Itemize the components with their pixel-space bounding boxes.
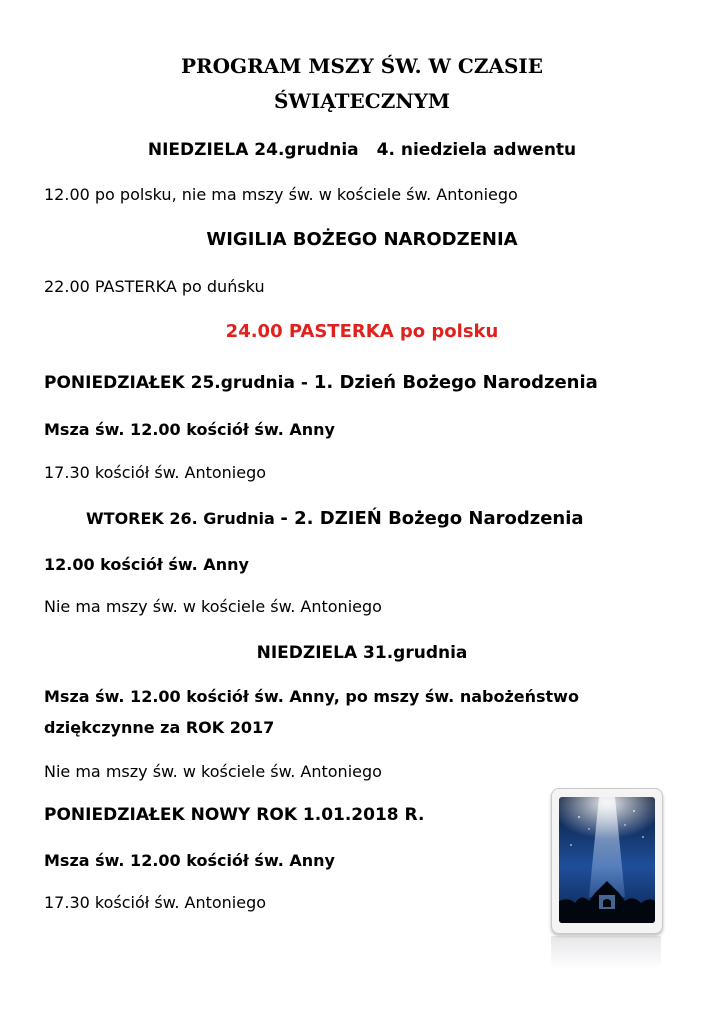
text-monday-25-antoni: 17.30 kościół św. Antoniego <box>44 463 267 482</box>
heading-christmas-eve: WIGILIA BOŻEGO NARODZENIA <box>206 229 518 250</box>
text-tuesday-26-mass: 12.00 kościół św. Anny <box>44 555 249 574</box>
text-tuesday-26-antoni: Nie ma mszy św. w kościele św. Antoniego <box>44 597 382 616</box>
heading-monday-25-feast: 1. Dzień Bożego Narodzenia <box>313 372 598 393</box>
text-pasterka-polish: 24.00 PASTERKA po polsku <box>225 321 499 342</box>
heading-monday-25-date: PONIEDZIAŁEK 25.grudnia - <box>44 373 314 393</box>
text-new-year-mass: Msza św. 12.00 kościół św. Anny <box>44 851 335 870</box>
page-title-line-2: ŚWIĄTECZNYM <box>273 89 451 113</box>
picture-reflection <box>551 936 661 970</box>
heading-sunday-24 <box>0 140 724 160</box>
text-monday-25-mass: Msza św. 12.00 kościół św. Anny <box>44 420 335 439</box>
text-sunday-24-polish: 12.00 po polsku, nie ma mszy św. w kościele św. Antoniego <box>44 185 518 204</box>
heading-tuesday-26-feast: - 2. DZIEŃ Bożego Narodzenia <box>280 508 584 529</box>
text-new-year-antoni: 17.30 kościół św. Antoniego <box>44 893 267 912</box>
heading-sunday-24-advent: 4. niedziela adwentu <box>376 140 577 160</box>
heading-sunday-24-date: NIEDZIELA 24.grudnia <box>147 140 359 160</box>
text-sunday-31-antoni: Nie ma mszy św. w kościele św. Antoniego <box>44 762 382 781</box>
heading-monday-25 <box>44 372 598 393</box>
heading-tuesday-26-date: WTOREK 26. Grudnia <box>86 509 281 528</box>
page-title-line-1: PROGRAM MSZY ŚW. W CZASIE <box>180 54 544 78</box>
heading-sunday-31: NIEDZIELA 31.grudnia <box>256 643 468 663</box>
text-sunday-31-thanks: dziękczynne za ROK 2017 <box>44 718 275 737</box>
nativity-picture-frame <box>551 788 663 934</box>
heading-new-year: PONIEDZIAŁEK NOWY ROK 1.01.2018 R. <box>44 805 425 825</box>
text-pasterka-danish: 22.00 PASTERKA po duńsku <box>44 277 265 296</box>
nativity-star-icon <box>559 797 655 923</box>
heading-tuesday-26 <box>86 508 584 529</box>
text-sunday-31-mass: Msza św. 12.00 kościół św. Anny, po mszy św. nabożeństwo <box>44 687 579 706</box>
